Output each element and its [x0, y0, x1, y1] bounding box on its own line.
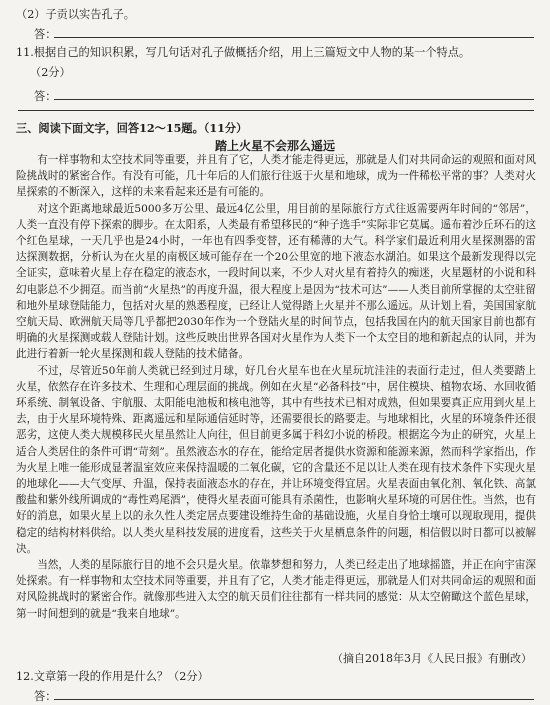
answer-label: 答： — [34, 690, 57, 703]
q11-question: 11.根据自己的知识积累，写几句话对孔子做概括介绍，用上三篇短文中人物的某一个特点。 — [16, 46, 471, 59]
section3-heading: 三、阅读下面文字，回答12～15题。（11分） — [16, 121, 248, 135]
paragraph-1: 有一样事物和太空技术同等重要，并且有了它，人类才能走得更远，那就是人们对共同命运的观照和面对风险挑战时的紧密合作。有没有可能，几十年后的人们旅行往返于火星和地球，成为一件稀松平常的事？人类对火星探索的不断深入，这样的未来看起来还是有可能的。 — [16, 154, 536, 199]
q12-question: 12.文章第一段的作用是什么？（2分） — [16, 670, 209, 683]
answer-rule — [54, 37, 534, 38]
answer-rule — [54, 699, 534, 700]
answer-line-q10[interactable] — [34, 26, 534, 40]
answer-extra-rule — [18, 110, 534, 111]
article-source: （摘自2018年3月《人民日报》有删改） — [332, 652, 532, 665]
q10-item2: （2）子贡以实告孔子。 — [16, 8, 135, 21]
paragraph-2: 对这个距离地球最近5000多万公里、最远4亿公里，用目前的星际旅行方式往返需要两年时间的“邻居”，人类一直没有停下探索的脚步。在太阳系，人类最有希望移民的“种子选手”实际非它莫属。遥布着沙丘环石的这个红色星球，一天几乎也是24小时，一年也有四季变替，还有稀薄的大气。科学家们最近利用火星探测器的雷达探测数据，分析认为在火星的南极区域可能存在一个20公里宽的地下液态水湖泊。如果这个最新发现得以完全证实，意味着火星上存在稳定的液态水，一段时间以来，不少人对火星有着持久的痴迷，火星题材的小说和科幻电影总不少拥趸。而当前“火星热”的再度升温，很大程度上是因为“技术可达”——人类目前所掌握的太空驻留和地外星球登陆能力，包括对火星的熟悉程度，已经让人觉得踏上火星并不那么遥远。从计划上看，美国国家航空航天局、欧洲航天局等几乎都把2030年作为一个登陆火星的时间节点，包括我国在内的航天国家目前也都有明确的火星探测或载人登陆计划。这些反映出世界各国对火星作为人类下一个太空目的地和新起点的认同，并为此进行着新一轮火星探测和载人登陆的技术储备。 — [16, 202, 536, 361]
article-title: 踏上火星不会那么遥远 — [214, 139, 335, 153]
answer-line-q12[interactable] — [34, 688, 534, 702]
answer-label: 答： — [34, 90, 57, 103]
q11-score: （2分） — [30, 66, 71, 79]
paragraph-3: 不过，尽管近50年前人类就已经到过月球，好几台火星车也在火星玩坑洼洼的表面行走过，但人类要踏上火星，依然存在许多技术、生理和心理层面的挑战。例如在火星“必备科技”中，居住模块、植物农场、水回收循环系统、制氧设备、宇航服、太阳能电池板和核电池等，其中有些技术已相对成熟，但如果要真正应用到火星上去，由于火星环境特殊、距离遥远和星际通信延时等，还需要很长的路要走。与地球相比，火星的环境条件还很恶劣，这使人类大规模移民火星虽然让人向往，但目前更多属于科幻小说的桥段。根据迄今为止的研究，火星上适合人类居住的条件可谓“苛刻”。虽然液态水的存在，能给定居者提供水资源和能源来源，然而科学家指出，作为火星上唯一能形成显著温室效应来保持温暖的二氧化碳，它的含量还不足以让人类在现有技术条件下实现火星的地球化——大气变厚、升温，保持表面液态水的存在，并让环境变得宜居。火星表面由氧化剂、氧化铁、高氯酸盐和紫外线所调成的“毒性鸡尾酒”，使得火星表面可能具有杀菌性，也影响火星环境的可居住性。当然，也有好的消息，如果火星上以的永久性人类定居点要建设维持生命的基础设施，火星自身恰土壤可以现取现用，提供稳定的结构材料供给。以人类火星科技发展的进度看，这些关于火星栖息条件的问题，相信假以时日都可以被解决。 — [16, 364, 536, 555]
paragraph-4: 当然，人类的星际旅行目的地不会只是火星。依靠梦想和努力，人类已经走出了地球摇篮，并正在向宇宙深处探索。有一样事物和太空技术同等重要，并且有了它，人类才能走得更远，那就是人们对共同命运的观照和面对风险挑战时的紧密合作。就像那些进入太空的航天员们往往都有一样共同的感觉：从太空俯瞰这个蓝色星球，第一时间想到的就是“我来自地球”。 — [16, 559, 536, 620]
answer-label: 答： — [34, 28, 57, 41]
answer-rule — [54, 99, 534, 100]
answer-line-q11[interactable] — [34, 88, 534, 102]
article-body — [16, 152, 536, 622]
